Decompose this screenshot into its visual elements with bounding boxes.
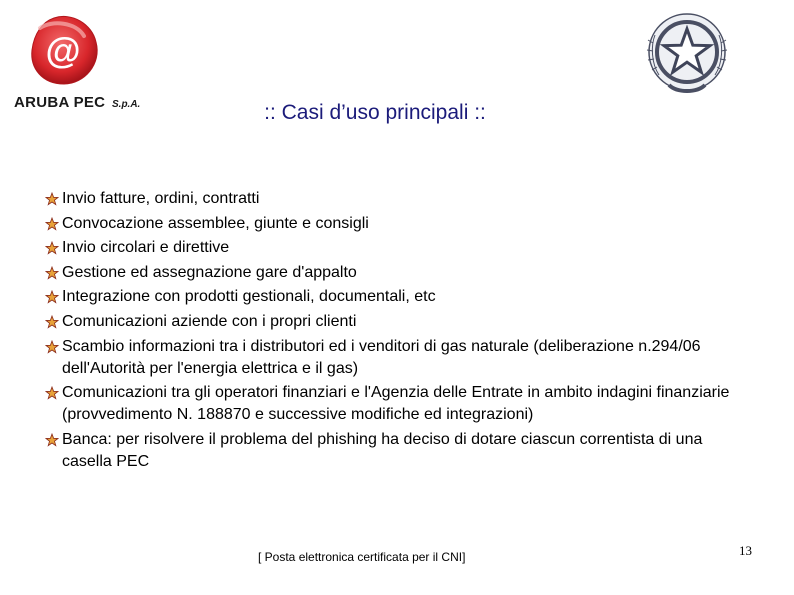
list-item: Invio fatture, ordini, contratti: [45, 188, 745, 210]
list-item: Banca: per risolvere il problema del phishing ha deciso di dotare ciascun correntista di una casella PEC: [45, 429, 745, 473]
footer-caption: [ Posta elettronica certificata per il CNI]: [258, 550, 466, 564]
list-item: Scambio informazioni tra i distributori ed i venditori di gas naturale (deliberazione n.294/06 dell'Autorità per l'energia elettrica e il gas): [45, 336, 745, 380]
star-bullet-icon: [45, 315, 59, 329]
star-bullet-icon: [45, 386, 59, 400]
svg-text:S.p.A.: S.p.A.: [112, 99, 141, 110]
bullet-list: [45, 188, 745, 475]
list-item: Invio circolari e direttive: [45, 237, 745, 259]
svg-text:ARUBA PEC: ARUBA PEC: [14, 94, 106, 111]
slide-title: :: Casi d’uso principali ::: [264, 101, 486, 124]
list-item: Comunicazioni tra gli operatori finanziari e l'Agenzia delle Entrate in ambito indagini finanziarie (provvedimento N. 188870 e successive modifiche ed integrazioni): [45, 382, 745, 426]
list-item: Gestione ed assegnazione gare d'appalto: [45, 262, 745, 284]
svg-text:@: @: [45, 30, 81, 71]
star-bullet-icon: [45, 217, 59, 231]
list-item: Comunicazioni aziende con i propri clienti: [45, 311, 745, 333]
aruba-pec-logo: [12, 14, 152, 114]
star-bullet-icon: [45, 266, 59, 280]
list-item: Convocazione assemblee, giunte e consigli: [45, 213, 745, 235]
italian-republic-emblem-icon: [641, 5, 733, 100]
star-bullet-icon: [45, 192, 59, 206]
star-bullet-icon: [45, 290, 59, 304]
star-bullet-icon: [45, 340, 59, 354]
star-bullet-icon: [45, 241, 59, 255]
list-item: Integrazione con prodotti gestionali, documentali, etc: [45, 286, 745, 308]
star-bullet-icon: [45, 433, 59, 447]
page-number: 13: [739, 543, 752, 558]
